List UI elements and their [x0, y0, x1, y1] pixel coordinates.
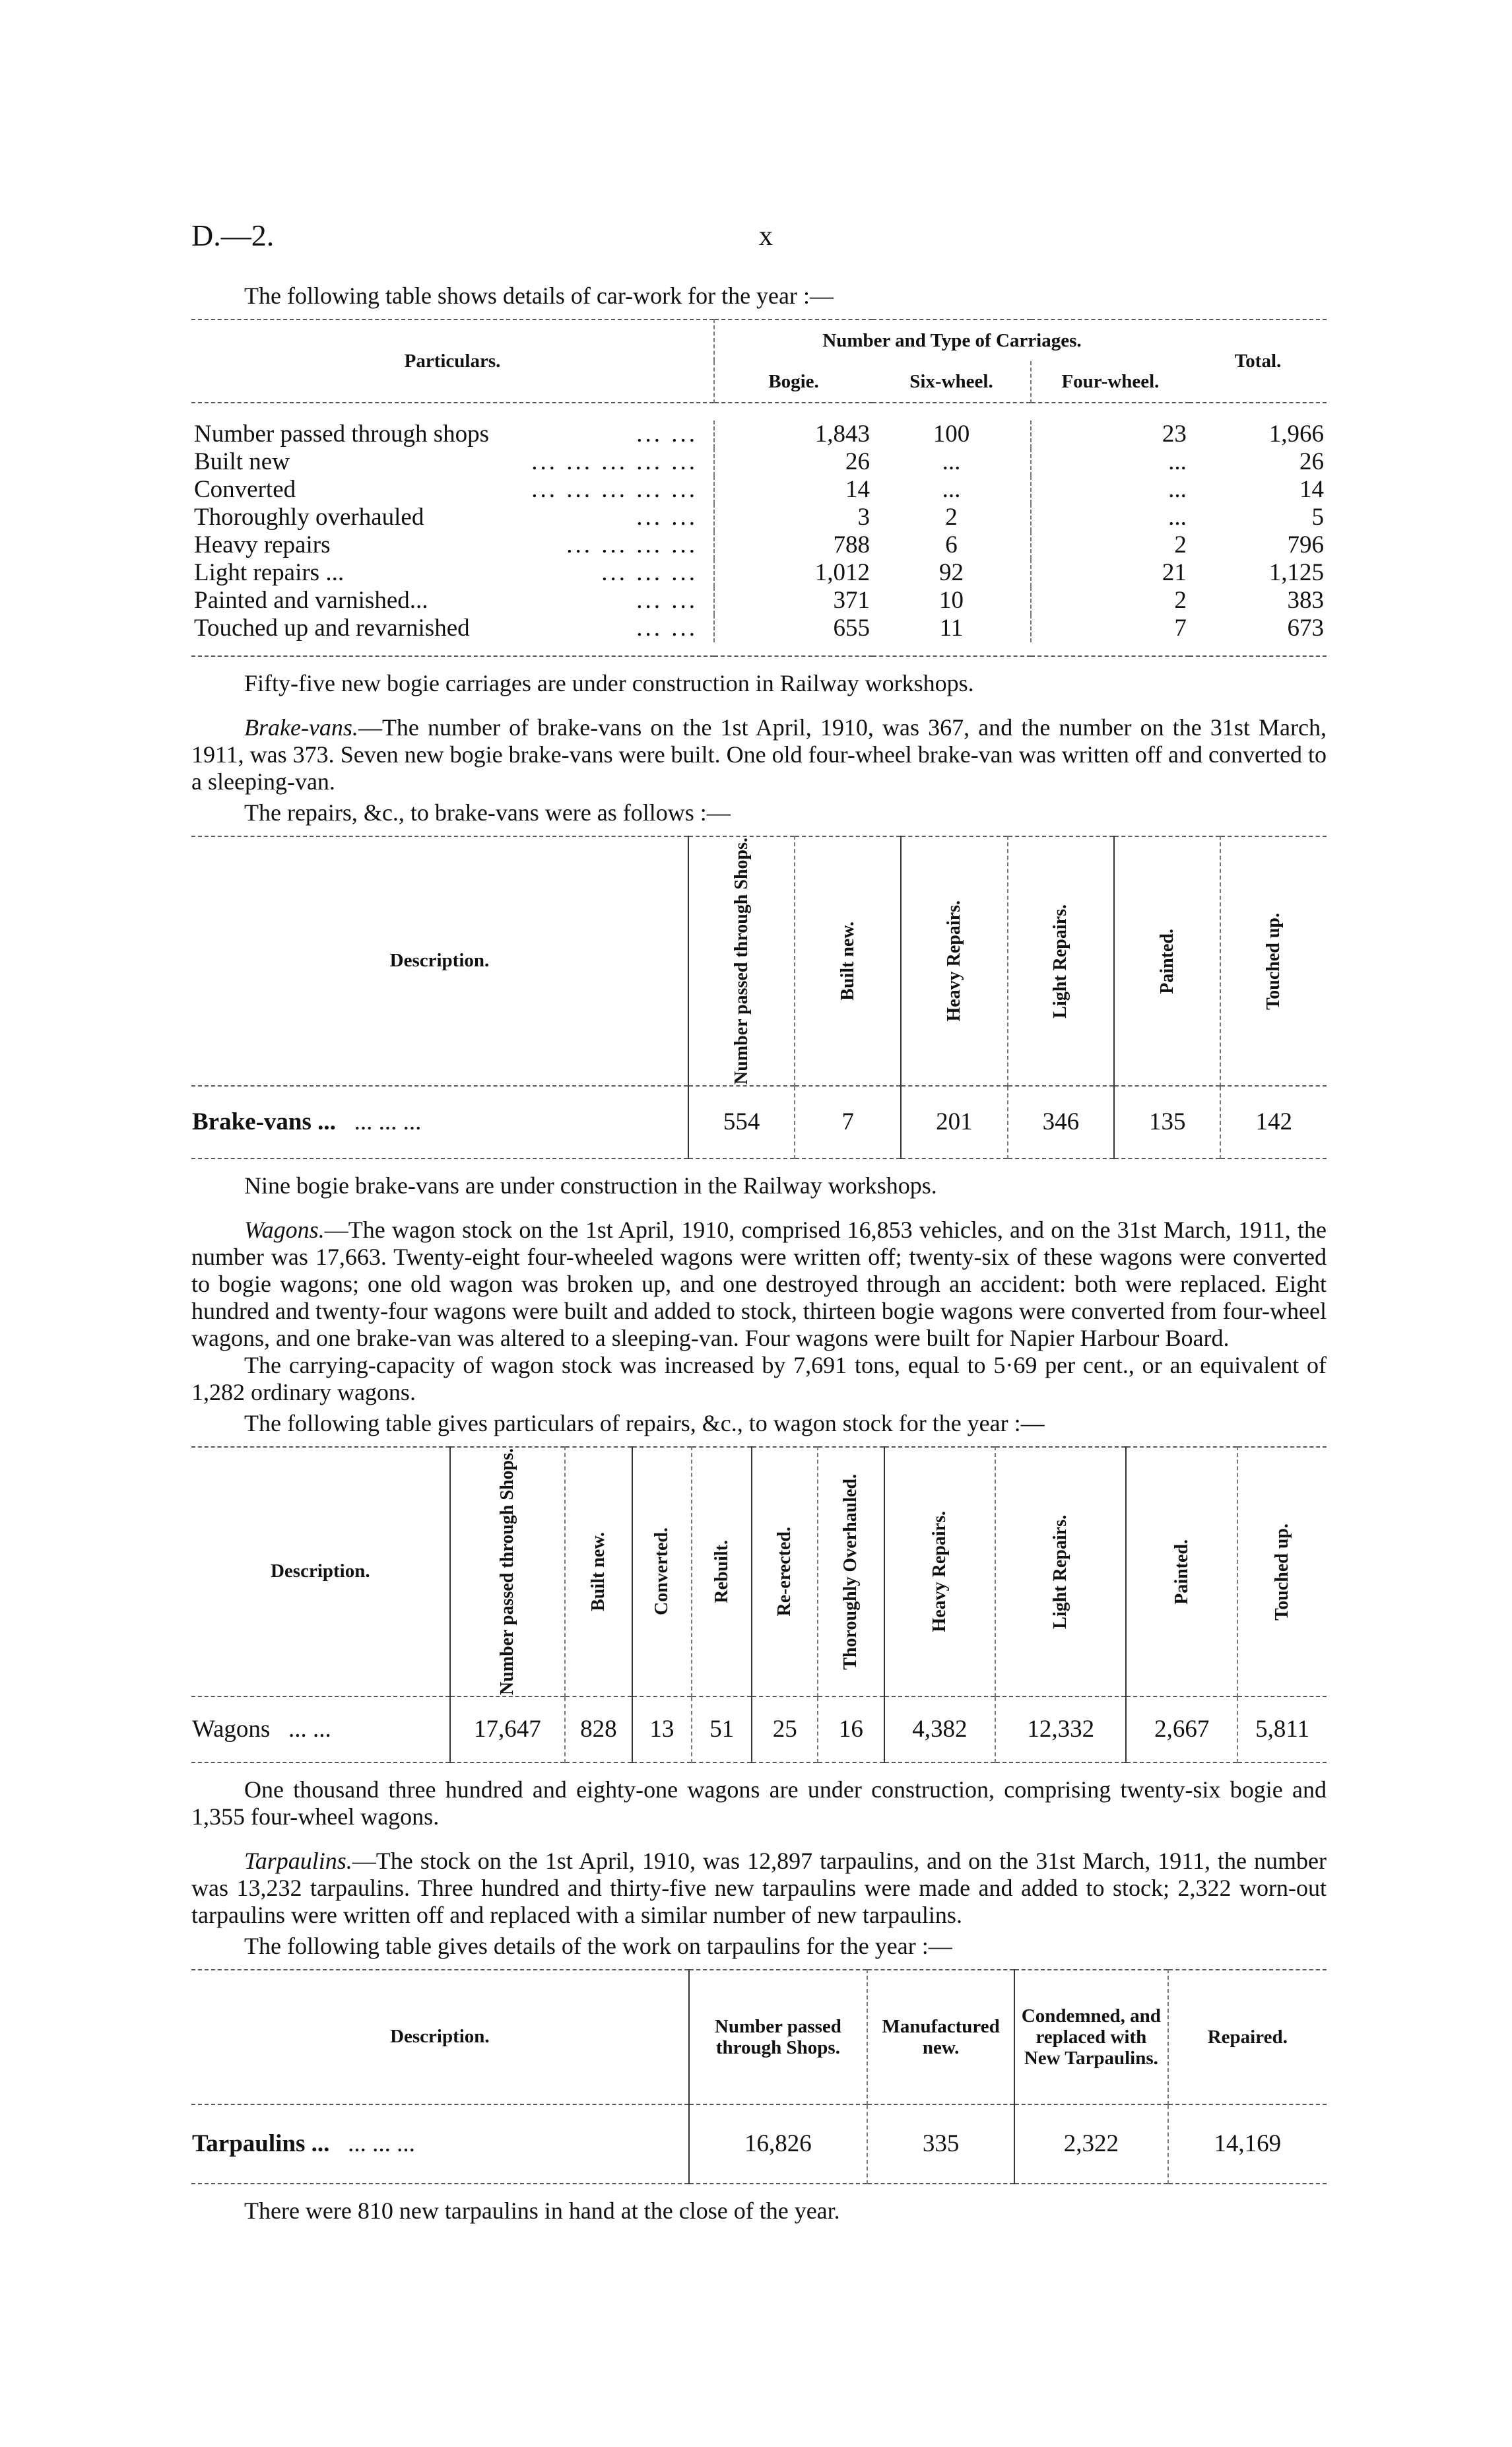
data-cell: 16,826 [689, 2104, 867, 2184]
col-header-text: Touched up. [1263, 912, 1284, 1010]
col-header [1237, 1447, 1327, 1696]
data-cell: 51 [692, 1696, 752, 1762]
row-label-text: Converted [194, 476, 296, 503]
row-label-text: Number passed through shops [194, 420, 490, 448]
data-cell: 828 [565, 1696, 632, 1762]
wagons-row-label: Wagons ... ... [192, 1716, 331, 1743]
col-header-text: Painted. [1171, 1539, 1192, 1605]
cell-six-wheel: ... [942, 448, 961, 475]
col-header-text: Painted. [1156, 928, 1177, 994]
row-label-text: Thoroughly overhauled [194, 504, 424, 531]
cell-four-wheel: 21 [1031, 559, 1189, 587]
car-work-row [191, 615, 1327, 642]
row-label-text: Heavy repairs [194, 531, 331, 558]
col-header [795, 836, 901, 1086]
cell-six-wheel: 2 [945, 504, 958, 531]
col-six-wheel: Six-wheel. [909, 370, 993, 392]
wagons-intro: The following table gives particulars of repairs, &c., to wagon stock for the year :— [244, 1409, 1045, 1436]
row-label-text: Light repairs ... [194, 559, 345, 586]
wagons-note: One thousand three hundred and eighty-one wagons are under construction, comprising twenty-six bogie and 1,355 four-wheel wagons. [191, 1776, 1327, 1830]
page-reference: D.—2. [191, 218, 275, 252]
col-description: Description. [389, 950, 490, 972]
col-header-text: Thoroughly Overhauled. [840, 1473, 861, 1670]
row-label [191, 559, 714, 587]
row-leader-dots: ... ... ... ... [566, 531, 698, 558]
col-header [692, 1447, 752, 1696]
car-work-row [191, 504, 1327, 531]
cell-bogie: 788 [714, 531, 872, 559]
col-header-text: Built new. [837, 922, 858, 1001]
col-header-text: Light Repairs. [1050, 1514, 1071, 1629]
row-label [191, 448, 714, 476]
cell-total: 14 [1299, 476, 1324, 503]
tarpaulins-row-label: Tarpaulins ... ... ... ... [192, 2130, 415, 2158]
col-header [450, 1447, 566, 1696]
row-leader-dots: ... ... ... [601, 559, 698, 586]
cell-bogie: 1,012 [714, 559, 872, 587]
car-work-rows [191, 420, 1327, 642]
brake-vans-row-label: Brake-vans ... ... ... ... [192, 1108, 422, 1136]
data-cell: 142 [1220, 1086, 1327, 1158]
brake-vans-note: Nine bogie brake-vans are under construction in the Railway workshops. [244, 1172, 937, 1199]
col-header-text: Manufactured new. [882, 2015, 1000, 2058]
data-cell: 17,647 [450, 1696, 566, 1762]
document-page [191, 218, 1327, 2225]
cell-four-wheel: 2 [1031, 587, 1189, 615]
col-description: Description. [390, 2026, 490, 2048]
col-header-text: Built new. [587, 1532, 608, 1611]
col-header [818, 1447, 884, 1696]
brake-vans-heading: Brake-vans. [244, 714, 358, 741]
col-description: Description. [270, 1560, 370, 1582]
col-header-text: Repaired. [1207, 2026, 1288, 2048]
car-work-row [191, 448, 1327, 476]
row-leader-dots: ... ... ... ... ... [531, 476, 698, 503]
col-header [995, 1447, 1126, 1696]
data-cell: 201 [901, 1086, 1007, 1158]
row-label [191, 476, 714, 504]
car-work-row [191, 420, 1327, 448]
brake-vans-intro: The repairs, &c., to brake-vans were as follows :— [244, 799, 731, 826]
row-leader-dots: ... ... [636, 587, 698, 614]
col-header-text: Converted. [651, 1527, 672, 1616]
cell-total: 673 [1287, 615, 1324, 642]
cell-six-wheel: ... [942, 476, 961, 503]
brake-vans-paragraph [191, 714, 1327, 795]
cell-six-wheel: 100 [933, 420, 970, 448]
cell-four-wheel: ... [1031, 504, 1189, 531]
data-cell: 2,667 [1126, 1696, 1237, 1762]
row-label [191, 420, 714, 448]
col-bogie: Bogie. [714, 361, 872, 403]
page-header [191, 218, 1327, 271]
data-cell: 335 [867, 2104, 1014, 2184]
col-header-text: Number passed through Shops. [731, 838, 752, 1085]
row-leader-dots: ... ... [636, 504, 698, 531]
col-header [689, 1970, 867, 2104]
tarpaulins-paragraph [191, 1848, 1327, 1929]
wagons-heading: Wagons. [244, 1216, 325, 1243]
cell-total: 383 [1287, 587, 1324, 614]
col-four-wheel: Four-wheel. [1031, 361, 1189, 403]
cell-total: 26 [1299, 448, 1324, 475]
col-header [565, 1447, 632, 1696]
row-leader-dots: ... ... ... ... ... [531, 448, 698, 475]
car-work-note: Fifty-five new bogie carriages are under construction in Railway workshops. [244, 670, 974, 696]
row-leader-dots: ... ... [636, 420, 698, 448]
cell-total: 1,966 [1268, 420, 1324, 448]
car-work-row [191, 559, 1327, 587]
col-header-text: Rebuilt. [711, 1540, 732, 1603]
cell-bogie: 1,843 [714, 420, 872, 448]
car-work-table [191, 319, 1327, 657]
col-header [632, 1447, 692, 1696]
tarpaulins-table [191, 1969, 1327, 2184]
col-header [901, 836, 1007, 1086]
car-work-intro: The following table shows details of car-work for the year :— [244, 283, 834, 309]
cell-total: 1,125 [1268, 559, 1324, 586]
col-header [884, 1447, 996, 1696]
col-header-text: Number passed through Shops. [714, 2015, 841, 2058]
wagons-paragraph [191, 1217, 1327, 1352]
data-cell: 4,382 [884, 1696, 996, 1762]
cell-four-wheel: 2 [1031, 531, 1189, 559]
cell-six-wheel: 10 [938, 587, 964, 614]
row-label-text: Built new [194, 448, 290, 475]
data-cell: 16 [818, 1696, 884, 1762]
data-cell: 7 [795, 1086, 901, 1158]
col-header-text: Touched up. [1272, 1523, 1293, 1621]
col-group-carriages: Number and Type of Carriages. [714, 319, 1189, 361]
tarpaulins-note: There were 810 new tarpaulins in hand at the close of the year. [244, 2197, 840, 2224]
brake-vans-table [191, 836, 1327, 1159]
cell-four-wheel: ... [1031, 476, 1189, 504]
col-header [1114, 836, 1220, 1086]
col-header [688, 836, 795, 1086]
car-work-row [191, 476, 1327, 504]
row-label [191, 504, 714, 531]
cell-bogie: 3 [714, 504, 872, 531]
data-cell: 135 [1114, 1086, 1220, 1158]
col-particulars: Particulars. [404, 350, 501, 372]
col-header-text: Condemned, and replaced with New Tarpaulins. [1021, 2005, 1161, 2069]
cell-six-wheel: 11 [939, 615, 964, 642]
wagons-text: —The wagon stock on the 1st April, 1910, comprised 16,853 vehicles, and on the 31st March, 1911, the number was 17,663. Twenty-eight four-wheeled wagons were written off; twenty-six of these wagons were converted to bogie wagons; one old wagon was broken up, and one destroyed through an accident: both were replaced. Eight hundred and twenty-four wagons were built and added to stock, thirteen bogie wagons were converted from four-wheel wagons, and one brake-van was altered to a sleeping-van. Four wagons were built for Napier Harbour Board. [191, 1216, 1327, 1351]
cell-bogie: 14 [714, 476, 872, 504]
tarpaulins-heading: Tarpaulins. [244, 1847, 352, 1874]
data-cell: 14,169 [1168, 2104, 1327, 2184]
wagons-capacity: The carrying-capacity of wagon stock was increased by 7,691 tons, equal to 5·69 per cent., or an equivalent of 1,282 ordinary wagons. [191, 1351, 1327, 1405]
data-cell: 5,811 [1237, 1696, 1327, 1762]
cell-total: 796 [1287, 531, 1324, 558]
cell-four-wheel: 23 [1031, 420, 1189, 448]
car-work-row [191, 531, 1327, 559]
cell-four-wheel: 7 [1031, 615, 1189, 642]
col-header-text: Light Repairs. [1050, 904, 1071, 1019]
cell-total: 5 [1311, 504, 1324, 531]
page-number: x [759, 221, 773, 251]
row-label-text: Touched up and revarnished [194, 615, 470, 642]
tarpaulins-intro: The following table gives details of the work on tarpaulins for the year :— [244, 1932, 952, 1959]
wagons-table [191, 1446, 1327, 1763]
col-header [1220, 836, 1327, 1086]
car-work-row [191, 587, 1327, 615]
col-header [1126, 1447, 1237, 1696]
cell-bogie: 371 [714, 587, 872, 615]
col-header [1008, 836, 1114, 1086]
data-cell: 13 [632, 1696, 692, 1762]
tarpaulins-text: —The stock on the 1st April, 1910, was 12,897 tarpaulins, and on the 31st March, 1911, the number was 13,232 tarpaulins. Three hundred and thirty-five new tarpaulins were made and added to stock; 2,322 worn-out tarpaulins were written off and replaced with a similar number of new tarpaulins. [191, 1847, 1327, 1928]
data-cell: 25 [752, 1696, 818, 1762]
data-cell: 346 [1008, 1086, 1114, 1158]
cell-bogie: 26 [714, 448, 872, 476]
row-label-text: Painted and varnished... [194, 587, 428, 614]
data-cell: 554 [688, 1086, 795, 1158]
brake-vans-text: —The number of brake-vans on the 1st April, 1910, was 367, and the number on the 31st March, 1911, was 373. Seven new bogie brake-vans were built. One old four-wheel brake-van was written off and converted to a sleeping-van. [191, 714, 1327, 795]
col-header [752, 1447, 818, 1696]
col-header-text: Heavy Repairs. [943, 900, 964, 1022]
cell-four-wheel: ... [1031, 448, 1189, 476]
cell-six-wheel: 92 [938, 559, 964, 586]
col-header [1168, 1970, 1327, 2104]
col-header-text: Re-erected. [774, 1527, 795, 1617]
data-cell: 2,322 [1014, 2104, 1167, 2184]
col-header-text: Heavy Repairs. [929, 1511, 950, 1632]
data-cell: 12,332 [995, 1696, 1126, 1762]
row-label [191, 587, 714, 615]
row-label [191, 615, 714, 642]
col-header-text: Number passed through Shops. [496, 1448, 517, 1695]
col-header [867, 1970, 1014, 2104]
row-leader-dots: ... ... [636, 615, 698, 642]
col-total: Total. [1234, 350, 1282, 372]
row-label [191, 531, 714, 559]
cell-bogie: 655 [714, 615, 872, 642]
col-header [1014, 1970, 1167, 2104]
cell-six-wheel: 6 [945, 531, 958, 558]
